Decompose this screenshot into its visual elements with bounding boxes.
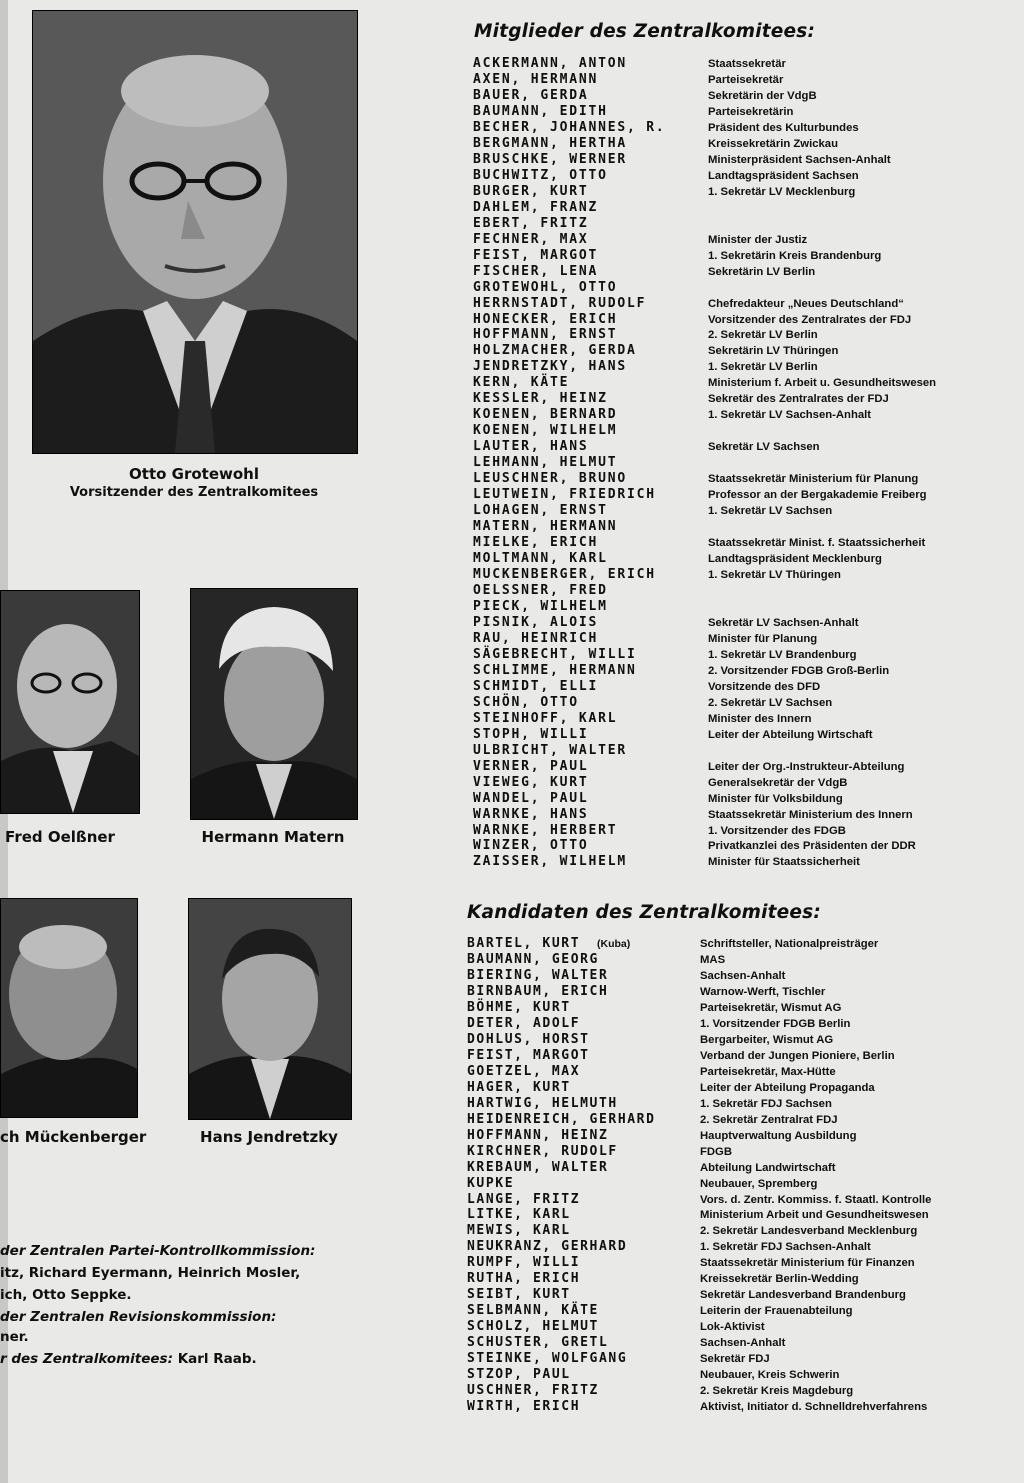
person-role: Vorsitzender des Zentralrates der FDJ bbox=[708, 313, 912, 326]
members-row bbox=[473, 615, 1018, 631]
members-row bbox=[473, 759, 1018, 775]
members-row bbox=[473, 471, 1018, 487]
person-role: Leiterin der Frauenabteilung bbox=[700, 1305, 853, 1318]
person-name: RAU, HEINRICH bbox=[473, 630, 599, 646]
person-role: Generalsekretär der VdgB bbox=[708, 776, 848, 789]
members-row bbox=[473, 56, 1018, 72]
members-row bbox=[473, 375, 1018, 391]
person-role: Ministerium Arbeit und Gesundheitswesen bbox=[700, 1209, 929, 1222]
person-role: Lok-Aktivist bbox=[700, 1321, 765, 1334]
person-name: GROTEWOHL, OTTO bbox=[473, 279, 618, 295]
person-role: Parteisekretär, Max-Hütte bbox=[700, 1065, 836, 1078]
person-name: BRUSCHKE, WERNER bbox=[473, 151, 628, 167]
candidates-row bbox=[467, 1144, 1019, 1160]
person-name: DAHLEM, FRANZ bbox=[473, 199, 599, 215]
person-role: Staatssekretär Ministerium für Finanzen bbox=[700, 1257, 915, 1270]
members-row bbox=[473, 407, 1018, 423]
person-name: STZOP, PAUL bbox=[467, 1367, 571, 1383]
portrait-caption-oelssner: Fred Oelßner bbox=[5, 828, 115, 846]
person-name: HOFFMANN, HEINZ bbox=[467, 1127, 609, 1143]
person-role: 1. Sekretärin Kreis Brandenburg bbox=[708, 249, 882, 262]
portrait-subcaption-grotewohl: Vorsitzender des Zentralkomitees bbox=[69, 485, 319, 500]
person-role: Professor an der Bergakademie Freiberg bbox=[708, 489, 927, 502]
members-row bbox=[473, 455, 1018, 471]
candidates-row bbox=[467, 1223, 1019, 1239]
person-name: RUTHA, ERICH bbox=[467, 1271, 581, 1287]
members-row bbox=[473, 823, 1018, 839]
members-row bbox=[473, 423, 1018, 439]
person-role: Landtagspräsident Sachsen bbox=[708, 169, 859, 182]
person-role: Leiter der Abteilung Wirtschaft bbox=[708, 728, 873, 741]
person-role: Parteisekretärin bbox=[708, 105, 794, 118]
members-row bbox=[473, 168, 1018, 184]
portrait-photo-mueckenberger bbox=[0, 898, 138, 1118]
candidates-row bbox=[467, 1383, 1019, 1399]
person-name: GOETZEL, MAX bbox=[467, 1063, 581, 1079]
person-role: 1. Sekretär LV Brandenburg bbox=[708, 648, 857, 661]
candidates-row bbox=[467, 1255, 1019, 1271]
candidates-row bbox=[467, 1080, 1019, 1096]
central-committee-line bbox=[0, 1351, 257, 1367]
person-name: LEUTWEIN, FRIEDRICH bbox=[473, 487, 656, 503]
members-row bbox=[473, 136, 1018, 152]
candidates-row bbox=[467, 1207, 1019, 1223]
members-row bbox=[473, 743, 1018, 759]
candidates-row bbox=[467, 1271, 1019, 1287]
portrait-caption-mueckenberger: ch Mückenberger bbox=[0, 1128, 147, 1146]
person-role: Vorsitzende des DFD bbox=[708, 680, 821, 693]
person-role: Minister für Staatssicherheit bbox=[708, 856, 860, 869]
person-name: BIRNBAUM, ERICH bbox=[467, 983, 609, 999]
candidates-row bbox=[467, 1287, 1019, 1303]
person-role: Hauptverwaltung Ausbildung bbox=[700, 1129, 857, 1142]
person-name: RUMPF, WILLI bbox=[467, 1255, 581, 1271]
person-name: FECHNER, MAX bbox=[473, 231, 589, 247]
members-row bbox=[473, 343, 1018, 359]
revision-commission-heading bbox=[0, 1309, 276, 1325]
person-role: Sachsen-Anhalt bbox=[700, 969, 786, 982]
candidates-row bbox=[467, 1367, 1019, 1383]
candidates-row bbox=[467, 1064, 1019, 1080]
person-name: VERNER, PAUL bbox=[473, 758, 589, 774]
person-role: Ministerium f. Arbeit u. Gesundheitswesen bbox=[708, 377, 937, 390]
candidates-row bbox=[467, 1128, 1019, 1144]
person-role: Sekretärin LV Berlin bbox=[708, 265, 816, 278]
members-row bbox=[473, 248, 1018, 264]
person-role: 1. Sekretär LV Mecklenburg bbox=[708, 185, 856, 198]
person-role: MAS bbox=[700, 953, 726, 966]
person-name: HERRNSTADT, RUDOLF bbox=[473, 295, 647, 311]
portrait-caption-grotewohl: Otto Grotewohl bbox=[129, 465, 259, 483]
person-role: Kreissekretärin Zwickau bbox=[708, 137, 838, 150]
person-name: FEIST, MARGOT bbox=[467, 1047, 590, 1063]
person-role: Leiter der Org.-Instrukteur-Abteilung bbox=[708, 760, 905, 773]
candidates-row bbox=[467, 1239, 1019, 1255]
person-role: Sekretär Landesverband Brandenburg bbox=[700, 1289, 906, 1302]
members-row bbox=[473, 551, 1018, 567]
members-row bbox=[473, 679, 1018, 695]
person-role: 2. Sekretär LV Berlin bbox=[708, 329, 818, 342]
central-committee-line-label: r des Zentralkomitees: bbox=[0, 1351, 173, 1367]
members-row bbox=[473, 359, 1018, 375]
members-row bbox=[473, 216, 1018, 232]
person-name: ZAISSER, WILHELM bbox=[473, 854, 628, 870]
person-role: Landtagspräsident Mecklenburg bbox=[708, 553, 882, 566]
person-role: Staatssekretär bbox=[708, 58, 786, 70]
person-name: KESSLER, HEINZ bbox=[473, 391, 608, 407]
members-row bbox=[473, 232, 1018, 248]
person-name: SEIBT, KURT bbox=[467, 1287, 571, 1303]
person-name: SCHOLZ, HELMUT bbox=[467, 1319, 599, 1335]
person-role: Minister der Justiz bbox=[708, 233, 808, 246]
person-name: HOLZMACHER, GERDA bbox=[473, 343, 637, 359]
members-row bbox=[473, 791, 1018, 807]
person-name: LAUTER, HANS bbox=[473, 439, 589, 455]
person-role: Aktivist, Initiator d. Schnelldrehverfahrens bbox=[700, 1401, 928, 1414]
members-row bbox=[473, 72, 1018, 88]
members-row bbox=[473, 184, 1018, 200]
candidates-row bbox=[467, 968, 1019, 984]
candidates-row bbox=[467, 1319, 1019, 1335]
person-role: Sekretärin der VdgB bbox=[708, 89, 817, 102]
person-role: Präsident des Kulturbundes bbox=[708, 121, 859, 134]
person-name: BÖHME, KURT bbox=[467, 999, 571, 1015]
person-name: FISCHER, LENA bbox=[473, 263, 599, 279]
person-role: Leiter der Abteilung Propaganda bbox=[700, 1081, 875, 1094]
person-name: MUCKENBERGER, ERICH bbox=[473, 567, 656, 582]
person-name: LANGE, FRITZ bbox=[467, 1191, 581, 1207]
person-role: Staatssekretär Ministerium des Innern bbox=[708, 808, 913, 821]
person-name: JENDRETZKY, HANS bbox=[473, 359, 628, 375]
person-name: WARNKE, HANS bbox=[473, 806, 589, 822]
members-row bbox=[473, 327, 1018, 343]
person-name: OELSSNER, FRED bbox=[473, 582, 608, 598]
person-name: KIRCHNER, RUDOLF bbox=[467, 1143, 618, 1159]
candidates-row bbox=[467, 1000, 1019, 1016]
control-commission-heading bbox=[0, 1243, 315, 1259]
portrait-photo-oelssner bbox=[0, 590, 140, 814]
person-name: WIRTH, ERICH bbox=[467, 1399, 581, 1415]
candidates-list bbox=[467, 936, 1019, 1415]
person-role: 2. Sekretär Kreis Magdeburg bbox=[700, 1385, 854, 1398]
members-row bbox=[473, 120, 1018, 136]
person-role: Minister für Planung bbox=[708, 632, 818, 645]
members-row bbox=[473, 775, 1018, 791]
person-name: EBERT, FRITZ bbox=[473, 215, 589, 231]
candidates-row bbox=[467, 1399, 1019, 1415]
person-role: Staatssekretär Ministerium für Planung bbox=[708, 473, 919, 486]
members-row bbox=[473, 535, 1018, 551]
members-row bbox=[473, 583, 1018, 599]
person-name: NEUKRANZ, GERHARD bbox=[467, 1239, 628, 1255]
members-row bbox=[473, 838, 1018, 854]
person-name: HOFFMANN, ERNST bbox=[473, 327, 618, 343]
members-row bbox=[473, 487, 1018, 503]
person-name: KOENEN, BERNARD bbox=[473, 407, 618, 423]
person-name: HONECKER, ERICH bbox=[473, 311, 618, 327]
revision-commission-heading-text: der Zentralen Revisionskommission: bbox=[0, 1309, 277, 1325]
members-row bbox=[473, 391, 1018, 407]
members-row bbox=[473, 296, 1018, 312]
person-name: HEIDENREICH, GERHARD bbox=[467, 1111, 656, 1127]
person-name: MEWIS, KARL bbox=[467, 1223, 571, 1239]
person-name: WINZER, OTTO bbox=[473, 838, 589, 854]
person-role: 1. Vorsitzender des FDGB bbox=[708, 824, 846, 837]
person-name: LITKE, KARL bbox=[467, 1207, 571, 1223]
person-name: HAGER, KURT bbox=[467, 1079, 571, 1095]
person-role: 1. Sekretär LV Sachsen bbox=[708, 505, 833, 518]
person-name: BECHER, JOHANNES, R. bbox=[473, 119, 666, 135]
person-role: 1. Sekretär LV Sachsen-Anhalt bbox=[708, 409, 872, 422]
candidates-row bbox=[467, 1016, 1019, 1032]
candidates-row bbox=[467, 1096, 1019, 1112]
control-commission-heading-text: der Zentralen Partei-Kontrollkommission: bbox=[0, 1243, 316, 1259]
candidates-row bbox=[467, 952, 1019, 968]
candidates-row bbox=[467, 1335, 1019, 1351]
control-commission-names-2: ich, Otto Seppke. bbox=[0, 1287, 132, 1303]
members-row bbox=[473, 807, 1018, 823]
person-role: Vors. d. Zentr. Kommiss. f. Staatl. Kontrolle bbox=[700, 1193, 932, 1206]
members-row bbox=[473, 439, 1018, 455]
members-row bbox=[473, 631, 1018, 647]
person-name: WARNKE, HERBERT bbox=[473, 822, 618, 838]
person-name: SÄGEBRECHT, WILLI bbox=[473, 646, 637, 662]
members-row bbox=[473, 104, 1018, 120]
person-role: Ministerpräsident Sachsen-Anhalt bbox=[708, 153, 891, 166]
person-name: KUPKE bbox=[467, 1175, 515, 1191]
person-name: SCHMIDT, ELLI bbox=[473, 678, 599, 694]
portrait-photo-jendretzky bbox=[188, 898, 352, 1120]
person-name: BERGMANN, HERTHA bbox=[473, 135, 628, 151]
members-row bbox=[473, 312, 1018, 328]
members-heading: Mitglieder des Zentralkomitees: bbox=[474, 21, 816, 42]
person-name: PIECK, WILHELM bbox=[473, 598, 608, 614]
candidates-heading: Kandidaten des Zentralkomitees: bbox=[467, 902, 821, 923]
person-role: Chefredakteur „Neues Deutschland“ bbox=[708, 297, 904, 310]
portrait-photo-matern bbox=[190, 588, 358, 820]
person-role: Sekretär LV Sachsen-Anhalt bbox=[708, 616, 859, 629]
person-name: DETER, ADOLF bbox=[467, 1015, 581, 1031]
members-row bbox=[473, 711, 1018, 727]
members-row bbox=[473, 727, 1018, 743]
members-row bbox=[473, 200, 1018, 216]
person-role: Abteilung Landwirtschaft bbox=[700, 1161, 836, 1174]
person-name: BAUER, GERDA bbox=[473, 87, 589, 103]
person-role: Sekretär LV Sachsen bbox=[708, 441, 820, 454]
person-role: FDGB bbox=[700, 1145, 733, 1158]
person-name: LOHAGEN, ERNST bbox=[473, 503, 608, 519]
portrait-caption-jendretzky: Hans Jendretzky bbox=[200, 1128, 338, 1146]
person-role: Minister für Volksbildung bbox=[708, 792, 843, 805]
person-name: KREBAUM, WALTER bbox=[467, 1159, 609, 1175]
members-row bbox=[473, 152, 1018, 168]
person-name: KOENEN, WILHELM bbox=[473, 423, 618, 439]
person-name: FEIST, MARGOT bbox=[473, 247, 599, 263]
person-role: 2. Sekretär Landesverband Mecklenburg bbox=[700, 1225, 918, 1238]
members-list bbox=[473, 56, 1018, 870]
person-name: SCHUSTER, GRETL bbox=[467, 1335, 609, 1351]
person-name: USCHNER, FRITZ bbox=[467, 1383, 599, 1399]
person-name: PISNIK, ALOIS bbox=[473, 614, 599, 630]
person-name: BARTEL, KURT bbox=[467, 936, 581, 951]
members-row bbox=[473, 599, 1018, 615]
person-name: BIERING, WALTER bbox=[467, 967, 609, 983]
person-name: SELBMANN, KÄTE bbox=[467, 1303, 599, 1319]
members-row bbox=[473, 519, 1018, 535]
person-role: Bergarbeiter, Wismut AG bbox=[700, 1033, 834, 1046]
candidates-row bbox=[467, 1351, 1019, 1367]
person-role: Verband der Jungen Pioniere, Berlin bbox=[700, 1049, 895, 1062]
person-name: SCHÖN, OTTO bbox=[473, 694, 579, 710]
person-name: MATERN, HERMANN bbox=[473, 519, 618, 535]
person-name: STEINKE, WOLFGANG bbox=[467, 1351, 628, 1367]
person-name: ACKERMANN, ANTON bbox=[473, 56, 628, 71]
person-role: Parteisekretär, Wismut AG bbox=[700, 1001, 842, 1014]
person-name: DOHLUS, HORST bbox=[467, 1031, 590, 1047]
person-role: 1. Sekretär FDJ Sachsen-Anhalt bbox=[700, 1241, 871, 1254]
person-role: Neubauer, Spremberg bbox=[700, 1177, 818, 1190]
person-name: STOPH, WILLI bbox=[473, 726, 589, 742]
revision-commission-names: ner. bbox=[0, 1329, 29, 1345]
person-role: Kreissekretär Berlin-Wedding bbox=[700, 1273, 859, 1286]
candidates-row bbox=[467, 1303, 1019, 1319]
person-name: HARTWIG, HELMUTH bbox=[467, 1095, 618, 1111]
person-name: BAUMANN, EDITH bbox=[473, 103, 608, 119]
person-name: BURGER, KURT bbox=[473, 183, 589, 199]
candidates-row bbox=[467, 1160, 1019, 1176]
members-row bbox=[473, 264, 1018, 280]
members-row bbox=[473, 88, 1018, 104]
person-name: AXEN, HERMANN bbox=[473, 71, 599, 87]
candidates-row bbox=[467, 936, 1019, 952]
members-row bbox=[473, 567, 1018, 583]
person-role: 2. Sekretär Zentralrat FDJ bbox=[700, 1113, 838, 1126]
person-role: Sachsen-Anhalt bbox=[700, 1337, 786, 1350]
person-role: 1. Vorsitzender FDGB Berlin bbox=[700, 1017, 851, 1030]
person-role: Parteisekretär bbox=[708, 73, 784, 86]
candidates-row bbox=[467, 1032, 1019, 1048]
person-name: LEUSCHNER, BRUNO bbox=[473, 471, 628, 487]
candidates-row bbox=[467, 1112, 1019, 1128]
person-name: STEINHOFF, KARL bbox=[473, 710, 618, 726]
portrait-caption-matern: Hermann Matern bbox=[201, 828, 345, 846]
person-name: ULBRICHT, WALTER bbox=[473, 742, 628, 758]
person-name: WANDEL, PAUL bbox=[473, 790, 589, 806]
person-role: 2. Sekretär LV Sachsen bbox=[708, 696, 833, 709]
members-row bbox=[473, 695, 1018, 711]
person-name: VIEWEG, KURT bbox=[473, 774, 589, 790]
candidates-row bbox=[467, 1176, 1019, 1192]
person-role: Sekretärin LV Thüringen bbox=[708, 345, 839, 358]
person-role: Staatssekretär Minist. f. Staatssicherheit bbox=[708, 537, 926, 550]
person-name: KERN, KÄTE bbox=[473, 375, 570, 391]
person-role: Minister des Innern bbox=[708, 712, 812, 725]
person-name: LEHMANN, HELMUT bbox=[473, 455, 618, 471]
person-role: Privatkanzlei des Präsidenten der DDR bbox=[708, 840, 916, 853]
control-commission-names-1: itz, Richard Eyermann, Heinrich Mosler, bbox=[0, 1265, 301, 1281]
person-role: Schriftsteller, Nationalpreisträger bbox=[700, 938, 879, 950]
candidates-row bbox=[467, 1192, 1019, 1208]
person-name: MOLTMANN, KARL bbox=[473, 551, 608, 567]
person-role: 1. Sekretär FDJ Sachsen bbox=[700, 1097, 832, 1110]
person-role: Warnow-Werft, Tischler bbox=[700, 985, 826, 998]
person-name: BUCHWITZ, OTTO bbox=[473, 167, 608, 183]
person-role: Sekretär FDJ bbox=[700, 1353, 770, 1366]
person-role: 1. Sekretär LV Thüringen bbox=[708, 569, 841, 581]
person-name: BAUMANN, GEORG bbox=[467, 951, 599, 967]
person-role: Neubauer, Kreis Schwerin bbox=[700, 1369, 840, 1382]
person-role: 1. Sekretär LV Berlin bbox=[708, 361, 818, 374]
members-row bbox=[473, 280, 1018, 296]
candidates-row bbox=[467, 984, 1019, 1000]
person-name: SCHLIMME, HERMANN bbox=[473, 662, 637, 678]
person-role: Sekretär des Zentralrates der FDJ bbox=[708, 393, 889, 406]
members-row bbox=[473, 503, 1018, 519]
person-role: 2. Vorsitzender FDGB Groß-Berlin bbox=[708, 664, 890, 677]
person-name: MIELKE, ERICH bbox=[473, 535, 599, 551]
central-committee-line-name: Karl Raab. bbox=[177, 1351, 257, 1367]
person-name-note: (Kuba) bbox=[597, 938, 631, 950]
members-row bbox=[473, 647, 1018, 663]
members-row bbox=[473, 854, 1018, 870]
members-row bbox=[473, 663, 1018, 679]
candidates-row bbox=[467, 1048, 1019, 1064]
portrait-photo-grotewohl bbox=[32, 10, 358, 454]
